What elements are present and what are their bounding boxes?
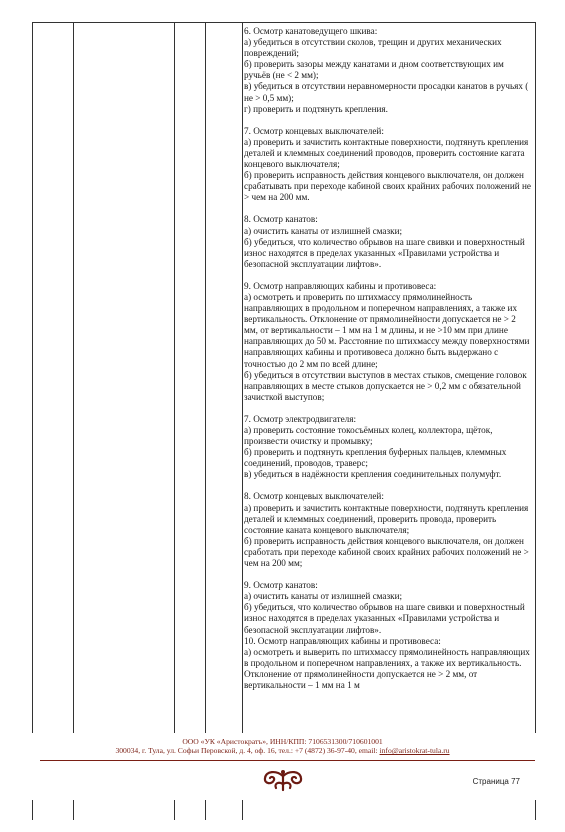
checklist-item-line: а) проверить и зачистить контактные поверхности, подтянуть крепления деталей и клеммных соединений, проверить провода, проверить состояние каната концевого выключателя;	[244, 502, 529, 535]
checklist-item-line: а) убедиться в отсутствии сколов, трещин и других механических повреждений;	[244, 37, 502, 59]
checklist-item-heading: 7. Осмотр концевых выключателей:	[244, 125, 384, 136]
page-footer	[0, 733, 565, 800]
checklist-item	[244, 580, 532, 691]
checklist-item-heading: 8. Осмотр канатов:	[244, 214, 318, 225]
checklist-item	[244, 491, 532, 569]
table-column-divider	[174, 23, 175, 820]
checklist-item	[244, 126, 532, 204]
checklist-item-line: б) убедиться, что количество обрывов на шаге свивки и поверхностный износ находятся в пределах указанных «Правилами устройства и безопасной эксплуатации лифтов».	[244, 602, 525, 635]
checklist-item	[244, 214, 532, 269]
checklist-item-line: а) осмотреть и проверить по штихмассу прямолинейность направляющих в продольном и поперечном направлениях, а также их вертикальность. Отклонение от прямолинейности допускается не > 2 мм, от вертикальности – 1 мм на 1 м длины, и не >10 мм при длине направляющих до 50 м. Расстояние по штихмассу между поверхностями направляющих кабины и противовеса должно быть выдержано с точностью до 2 мм по всей длине;	[244, 291, 530, 369]
checklist-item-line: в) убедиться в надёжности крепления соединительных полумуфт.	[244, 469, 502, 480]
table-column-divider	[242, 23, 243, 820]
checklist-item-line: б) проверить и подтянуть крепления буферных пальцев, клеммных соединений, проводов, траверс;	[244, 447, 507, 469]
footer-divider	[40, 760, 535, 761]
checklist-item-heading: 6. Осмотр канатоведущего шкива:	[244, 26, 378, 36]
scroll-ornament-icon	[254, 768, 312, 792]
footer-company-line: ООО «УК «Аристократъ», ИНН/КПП: 7106531300/710601001	[182, 737, 383, 746]
footer-address-text: 300034, г. Тула, ул. Софьи Перовской, д. 4, оф. 16, тел.: +7 (4872) 36-97-40, email:	[115, 746, 380, 755]
checklist-item-heading: 9. Осмотр канатов:	[244, 580, 318, 591]
checklist-item	[244, 281, 532, 403]
checklist-item-line: а) проверить состояние токосъёмных колец, коллектора, щёток, произвести очистку и промывку;	[244, 425, 493, 447]
checklist-item-line: а) очистить канаты от излишней смазки;	[244, 225, 403, 236]
checklist-item-line: б) проверить зазоры между канатами и дном соответствующих им ручьёв (не < 2 мм);	[244, 59, 504, 81]
checklist-item-line: б) убедиться, что количество обрывов на шаге свивки и поверхностный износ находятся в пределах указанных «Правилами устройства и безопасной эксплуатации лифтов».	[244, 236, 525, 269]
checklist-item-line: 10. Осмотр направляющих кабины и противовеса:	[244, 635, 441, 646]
checklist-item-heading: 9. Осмотр направляющих кабины и противовеса:	[244, 280, 437, 291]
checklist-item	[244, 26, 532, 115]
checklist-item-line: а) проверить и зачистить контактные поверхности, подтянуть крепления деталей и клеммных соединений проводов, проверить состояние кагата концевого выключателя;	[244, 136, 529, 170]
checklist-item-heading: 8. Осмотр концевых выключателей:	[244, 491, 384, 502]
checklist-item-line: б) проверить исправность действия концевого выключателя, он должен срабатывать при переходе кабиной своих крайних рабочих положений не > чем на 200 мм.	[244, 170, 531, 203]
checklist-item-line: б) проверить исправность действия концевого выключателя, он должен сработать при переходе кабиной своих крайних рабочих положений не > чем на 200 мм;	[244, 535, 529, 569]
checklist-item-line: г) проверить и подтянуть крепления.	[244, 103, 388, 114]
checklist-item-line: а) очистить канаты от излишней смазки;	[244, 591, 403, 602]
checklist-item-heading: 7. Осмотр электродвигателя:	[244, 413, 357, 424]
table-column-divider	[73, 23, 74, 820]
checklist-content-cell	[244, 26, 532, 832]
checklist-item-line: а) осмотреть и выверить по штихмассу прямолинейность направляющих в продольном и поперечном направлениях, а также их вертикальность. Отклонение от прямолинейности допускается не > 2 мм, от вертикальности – 1 мм на 1 м	[244, 646, 530, 690]
page-number: Страница 77	[472, 777, 520, 786]
table-column-divider	[205, 23, 206, 820]
footer-email-link[interactable]: info@aristokrat-tula.ru	[379, 746, 450, 755]
footer-address-line	[0, 746, 565, 755]
checklist-item-line: б) убедиться в отсутствии выступов в местах стыков, смещение головок направляющих в месте стыков допускается не > 0,2 мм с обязательной зачисткой выступов;	[244, 369, 527, 402]
checklist-item-line: в) убедиться в отсутствии неравномерности просадки канатов в ручьях ( не > 0,5 мм);	[244, 81, 529, 103]
checklist-item	[244, 414, 532, 481]
